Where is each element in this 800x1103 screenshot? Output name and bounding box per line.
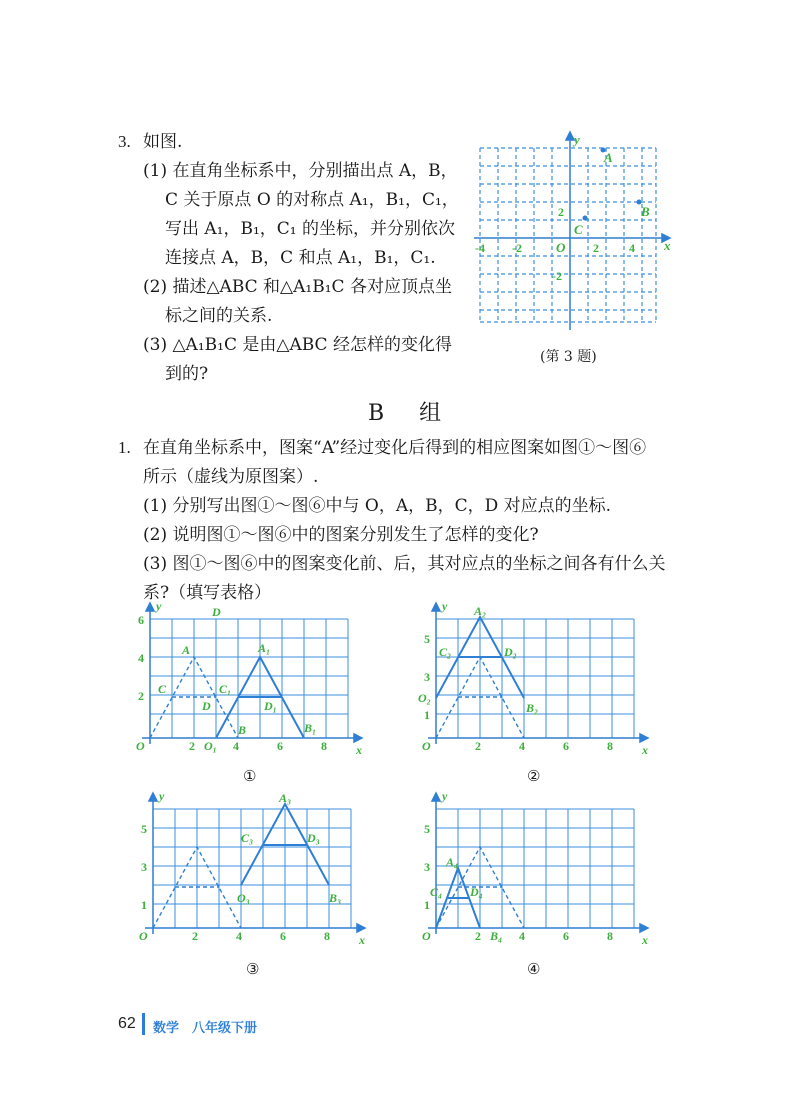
tick-y-1: 1	[141, 898, 147, 912]
b1-part3-line2: 系?（填写表格）	[143, 583, 272, 603]
tick-y-6: 6	[138, 613, 144, 627]
point-o2-label: O₂	[418, 691, 431, 705]
point-b-label: B	[641, 204, 650, 219]
x-axis-label: x	[664, 238, 671, 253]
point-d3-label: D₃	[307, 831, 320, 845]
point-c4-label: C₄	[430, 885, 443, 899]
y-axis-label: y	[442, 600, 448, 613]
origin-label: O	[422, 929, 431, 943]
point-a2-label: A₂	[474, 604, 487, 618]
point-a-label: A	[604, 150, 613, 165]
b1-number: 1.	[118, 438, 131, 457]
y-axis-arrow-icon	[146, 603, 154, 611]
point-a1-label: A₁	[258, 641, 271, 655]
figure-1-grid	[130, 600, 370, 758]
origin-label: O	[556, 240, 566, 255]
tick-x-6: 6	[280, 929, 286, 943]
book-title: 数学 八年级下册	[153, 1021, 258, 1036]
tick-x-4: 4	[629, 241, 635, 255]
figure-2-grid	[412, 600, 657, 758]
b1-part1: (1) 分别写出图①～图⑥中与 O，A，B，C，D 对应点的坐标.	[143, 496, 612, 516]
figure-3-caption: ③	[246, 960, 260, 978]
figure-2-caption: ②	[527, 767, 541, 785]
q3-part3-line2: 到的?	[165, 364, 209, 384]
y-axis-arrow-icon	[149, 793, 157, 801]
point-a3-label: A₃	[279, 791, 292, 805]
y-axis-arrow-icon	[432, 793, 440, 801]
figure-3-grid	[133, 790, 373, 948]
tick-y-3: 3	[424, 670, 430, 684]
tick-y-1: 1	[424, 898, 430, 912]
point-c2-label: C₂	[439, 645, 452, 659]
tick-y-2: 2	[558, 205, 564, 219]
tick-x-6: 6	[277, 739, 283, 753]
tick-x-8: 8	[324, 929, 330, 943]
point-c-label: C	[574, 222, 583, 237]
q3-part3-line1: (3) △A₁B₁C 是由△ABC 经怎样的变化得	[143, 335, 452, 355]
q3-part1-line3: 写出 A₁，B₁，C₁ 的坐标，并分别依次	[165, 219, 456, 239]
tick-y-neg2: -2	[552, 269, 562, 283]
point-d-top-label: D	[212, 605, 221, 619]
point-d-label: D	[202, 699, 211, 713]
point-b1-label: B₁	[304, 721, 317, 735]
tick-x-2: 2	[475, 929, 481, 943]
tick-x-8: 8	[607, 929, 613, 943]
q3-part1-line1: (1) 在直角坐标系中，分别描出点 A，B，	[143, 161, 458, 181]
x-axis-arrow-icon	[640, 924, 648, 932]
tick-x-4: 4	[519, 739, 525, 753]
tick-y-5: 5	[424, 822, 430, 836]
tick-x-2: 2	[192, 929, 198, 943]
point-d4-label: D₄	[470, 885, 483, 899]
point-b-label: B	[238, 723, 247, 737]
origin-label: O	[422, 739, 431, 753]
tick-y-2: 2	[138, 689, 144, 703]
footer-divider	[142, 1013, 145, 1035]
q3-part1-line4: 连接点 A，B，C 和点 A₁，B₁，C₁.	[165, 248, 436, 268]
y-axis-label: y	[574, 132, 580, 147]
b1-intro-line2: 所示（虚线为原图案）.	[143, 467, 319, 487]
q3-figure-caption: (第 3 题)	[540, 349, 597, 365]
tick-x-6: 6	[563, 739, 569, 753]
group-b-heading: B 组	[368, 401, 456, 426]
origin-label: O	[136, 739, 145, 753]
tick-x-8: 8	[321, 739, 327, 753]
point-d2-label: D₂	[504, 645, 517, 659]
point-a-label: A	[182, 643, 191, 657]
q3-part1-line2: C 关于原点 O 的对称点 A₁，B₁，C₁，	[165, 190, 459, 210]
point-b4-label: B₄	[490, 929, 503, 943]
y-axis-arrow-icon	[432, 603, 440, 611]
tick-x-2: 2	[593, 241, 599, 255]
y-axis-arrow-icon	[566, 132, 574, 140]
point-d1-label: D₁	[264, 699, 277, 713]
question-3-title: 如图.	[143, 132, 183, 152]
tick-y-1: 1	[424, 708, 430, 722]
point-c3-label: C₃	[241, 831, 254, 845]
x-axis-label: x	[642, 743, 648, 757]
question-3-number: 3.	[118, 132, 131, 151]
b1-intro-line1: 在直角坐标系中，图案“A”经过变化后得到的相应图案如图①～图⑥	[143, 438, 647, 458]
x-axis-label: x	[359, 933, 365, 947]
figure-4-grid	[412, 790, 657, 948]
q3-part2-line1: (2) 描述△ABC 和△A₁B₁C 各对应顶点坐	[143, 277, 452, 297]
tick-x-2: 2	[189, 739, 195, 753]
tick-x-neg4: -4	[475, 241, 485, 255]
x-axis-label: x	[356, 743, 362, 757]
tick-x-4: 4	[519, 929, 525, 943]
figure-4-caption: ④	[527, 960, 541, 978]
origin-label: O	[139, 929, 148, 943]
tick-y-5: 5	[424, 632, 430, 646]
page-number: 62	[118, 1015, 136, 1032]
b1-part3-line1: (3) 图①～图⑥中的图案变化前、后，其对应点的坐标之间各有什么关	[143, 554, 666, 574]
tick-y-4: 4	[138, 651, 144, 665]
tick-x-2: 2	[475, 739, 481, 753]
x-axis-label: x	[642, 933, 648, 947]
tick-x-neg2: -2	[512, 241, 522, 255]
x-axis-arrow-icon	[354, 734, 362, 742]
q3-coordinate-grid	[470, 130, 680, 335]
point-b2-label: B₂	[526, 701, 539, 715]
point-a4-label: A₄	[446, 855, 459, 869]
tick-x-4: 4	[236, 929, 242, 943]
tick-y-3: 3	[424, 860, 430, 874]
point-o1-label: O₁	[204, 739, 217, 753]
figure-1-caption: ①	[243, 767, 257, 785]
y-axis-label: y	[159, 790, 165, 803]
tick-y-3: 3	[141, 860, 147, 874]
x-axis-arrow-icon	[640, 734, 648, 742]
tick-y-5: 5	[141, 822, 147, 836]
b1-part2: (2) 说明图①～图⑥中的图案分别发生了怎样的变化?	[143, 525, 539, 545]
point-b3-label: B₃	[329, 891, 342, 905]
tick-x-4: 4	[233, 739, 239, 753]
point-c1-label: C₁	[219, 682, 232, 696]
x-axis-arrow-icon	[357, 924, 365, 932]
q3-part2-line2: 标之间的关系.	[165, 306, 273, 326]
point-o3-label: O₃	[237, 891, 250, 905]
tick-x-6: 6	[563, 929, 569, 943]
point-c-label: C	[158, 682, 167, 696]
tick-x-8: 8	[607, 739, 613, 753]
y-axis-label: y	[442, 790, 448, 803]
y-axis-label: y	[156, 600, 162, 613]
